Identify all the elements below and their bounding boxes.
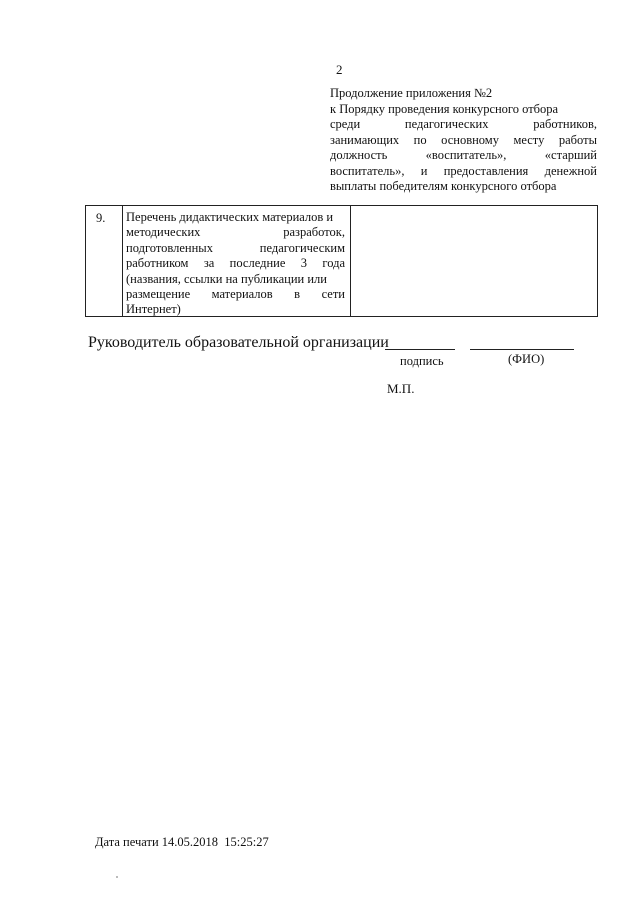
appendix-line: среди педагогических работников,	[330, 117, 597, 131]
appendix-line: выплаты победителям конкурсного отбора	[330, 179, 557, 193]
criteria-table	[85, 205, 598, 317]
appendix-line: воспитатель», и предоставления денежной	[330, 163, 597, 178]
table-row-line: Интернет)	[126, 302, 181, 317]
appendix-line: к Порядку проведения конкурсного отбора	[330, 101, 559, 116]
table-column-divider	[122, 206, 123, 316]
stamp-place: М.П.	[387, 381, 415, 396]
table-row-line: (названия, ссылки на публикации или	[126, 271, 327, 286]
page-number: 2	[336, 62, 343, 77]
table-row-line: Перечень дидактических материалов и	[126, 210, 334, 224]
name-blank	[470, 349, 574, 350]
table-row-line: размещение материалов в сети	[126, 287, 345, 302]
table-row-description	[126, 210, 345, 318]
signature-blank	[385, 349, 455, 350]
name-caption: (ФИО)	[508, 352, 545, 366]
signature-caption: подпись	[400, 354, 444, 368]
appendix-header	[330, 86, 597, 195]
appendix-line: занимающих по основному месту работы	[330, 132, 597, 147]
table-row-number: 9.	[96, 211, 106, 225]
signature-label: Руководитель образовательной организации	[88, 334, 389, 351]
table-row-line: подготовленных педагогическим	[126, 240, 345, 255]
appendix-line: Продолжение приложения №2	[330, 86, 493, 100]
table-row-line: методических разработок,	[126, 225, 345, 240]
scan-speck	[116, 876, 118, 878]
print-date: Дата печати 14.05.2018 15:25:27	[95, 835, 269, 849]
table-column-divider	[350, 206, 351, 316]
table-row-line: работником за последние 3 года	[126, 256, 345, 271]
appendix-line: должность «воспитатель», «старший	[330, 148, 597, 162]
